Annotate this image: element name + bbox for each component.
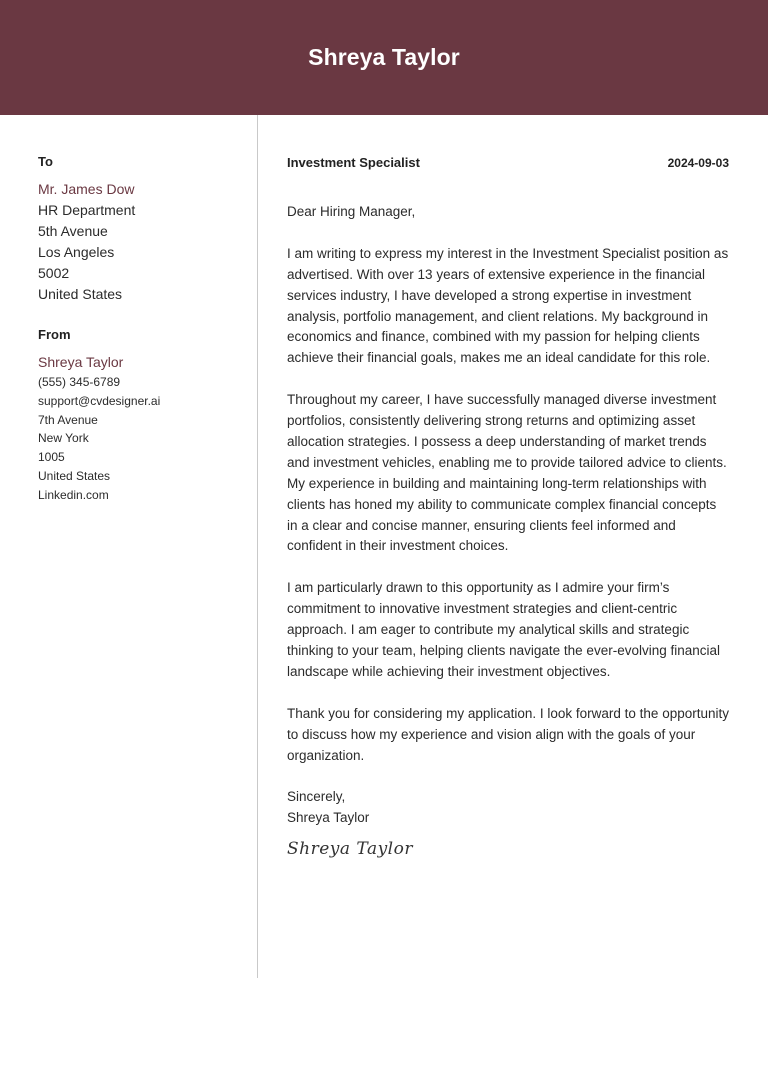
closing-phrase: Sincerely, [287,789,346,805]
from-label: From [38,327,71,342]
column-divider [257,115,258,978]
sender-phone: (555) 345-6789 [38,375,121,389]
letter-title-row [287,150,729,176]
header-banner [0,0,768,115]
paragraph-4: Thank you for considering my application. I look forward to the opportunity to discuss how my experience and vision align with the goals of your organization. [287,705,729,763]
letter-body [287,150,729,859]
sender-postal: 1005 [38,450,65,465]
signature: Shreya Taylor [287,839,413,860]
to-block [38,150,243,305]
letter-text [287,202,729,766]
letter-date: 2024-09-03 [667,156,729,170]
job-title: Investment Specialist [287,155,420,170]
paragraph-3: I am particularly drawn to this opportunity as I admire your firm’s commitment to innovative investment strategies and client-centric approach. I am eager to contribute my analytical skills and strategic thinking to your team, helping clients navigate the ever-evolving financial landscape while achieving their investment objectives. [287,580,721,679]
recipient-street: 5th Avenue [38,223,108,239]
closing-block [287,787,729,829]
sender-email: support@cvdesigner.ai [38,393,161,408]
sender-name: Shreya Taylor [38,354,124,370]
from-block [38,323,243,505]
sender-linkedin: Linkedin.com [38,487,109,502]
sender-street: 7th Avenue [38,412,98,427]
paragraph-2: Throughout my career, I have successfully managed diverse investment portfolios, consistently delivering strong returns and optimizing asset allocation strategies. I possess a deep understanding of market trends and investment vehicles, enabling me to provide tailored advice to clients. My experience in building and maintaining long-term relationships with clients has honed my ability to communicate complex financial concepts in a clear and concise manner, ensuring clients feel informed and confident in their investment choices. [287,392,727,554]
sidebar [38,150,243,505]
to-label: To [38,154,53,169]
applicant-name-heading: Shreya Taylor [308,43,460,70]
sender-country: United States [38,468,111,483]
recipient-name: Mr. James Dow [38,181,135,197]
paragraph-1: I am writing to express my interest in the Investment Specialist position as advertised. With over 13 years of extensive experience in the financial services industry, I have developed a strong expertise in investment analysis, portfolio management, and client relations. My background in economics and finance, combined with my passion for helping clients achieve their financial goals, makes me an ideal candidate for this role. [287,245,729,366]
sender-city: New York [38,431,89,446]
recipient-department: HR Department [38,202,136,218]
salutation: Dear Hiring Manager, [287,204,416,219]
recipient-country: United States [38,286,123,302]
recipient-city: Los Angeles [38,244,115,260]
recipient-postal: 5002 [38,265,70,281]
closing-name: Shreya Taylor [287,810,370,826]
